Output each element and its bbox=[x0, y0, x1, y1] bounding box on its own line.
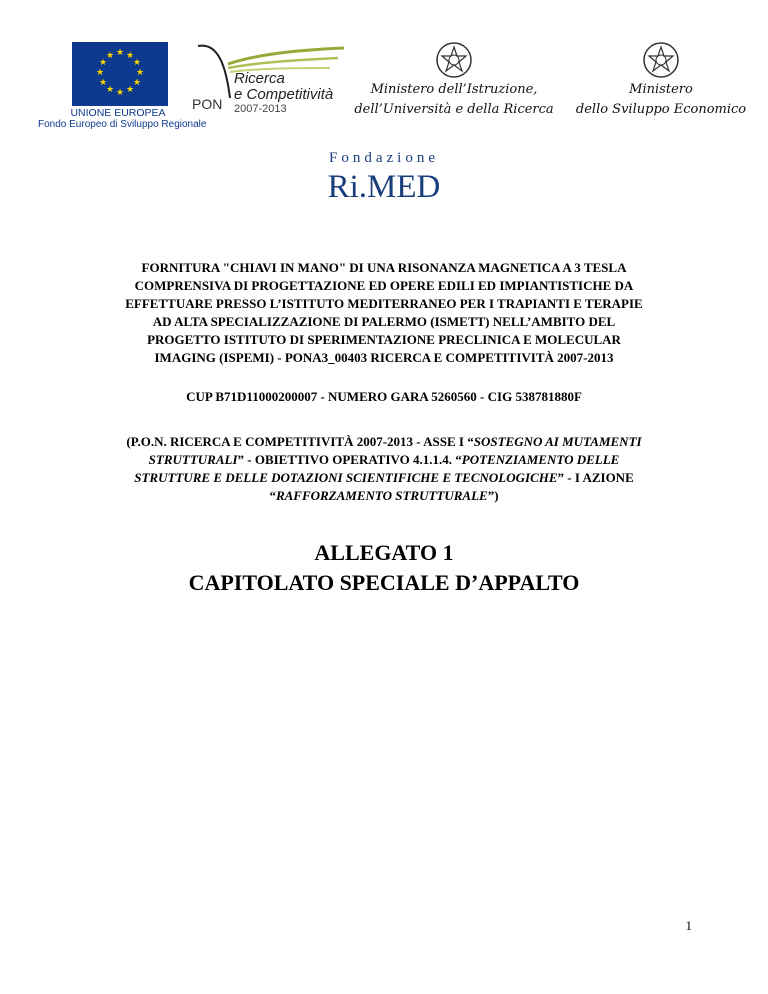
document-title bbox=[60, 259, 708, 367]
title-line: IMAGING (ISPEMI) - PONA3_00403 RICERCA E COMPETITIVITÀ 2007-2013 bbox=[154, 350, 614, 365]
pon-label: PON bbox=[192, 96, 223, 112]
pon-ref-text: “ bbox=[269, 488, 276, 503]
svg-text:★: ★ bbox=[125, 51, 135, 61]
pon-reference bbox=[60, 433, 708, 505]
eu-logo bbox=[38, 40, 207, 130]
svg-text:★: ★ bbox=[95, 68, 105, 78]
pon-ricerca: Ricerca bbox=[234, 70, 285, 87]
pon-ref-line bbox=[60, 469, 708, 487]
pon-competitivita: e Competitività bbox=[234, 86, 334, 103]
cup-line: CUP B71D11000200007 - NUMERO GARA 5260560 - CIG 538781880F bbox=[186, 389, 582, 404]
pon-ref-italic: RAFFORZAMENTO STRUTTURALE bbox=[275, 488, 488, 503]
title-line: COMPRENSIVA DI PROGETTAZIONE ED OPERE EDILI ED IMPIANTISTICHE DA bbox=[134, 278, 634, 293]
svg-text:★: ★ bbox=[105, 85, 115, 95]
eu-label: UNIONE EUROPEA bbox=[70, 107, 166, 119]
pon-ref-text: ” - OBIETTIVO OPERATIVO 4.1.1.4. “ bbox=[237, 452, 462, 467]
svg-text:★: ★ bbox=[135, 68, 145, 78]
pon-ref-line bbox=[60, 451, 708, 469]
miur-line1: Ministero dell’Istruzione, bbox=[370, 82, 538, 97]
page-number: 1 bbox=[685, 918, 692, 933]
allegato-heading bbox=[0, 538, 768, 598]
miur-logo bbox=[348, 40, 560, 126]
svg-text:★: ★ bbox=[115, 48, 125, 58]
pon-ref-text: ”) bbox=[487, 488, 499, 503]
eu-stars-icon bbox=[72, 42, 168, 106]
title-line: PROGETTO ISTITUTO DI SPERIMENTAZIONE PRECLINICA E MOLECULAR bbox=[147, 332, 621, 347]
foundation-logo bbox=[0, 150, 768, 206]
logo-bar bbox=[0, 0, 768, 140]
svg-text:★: ★ bbox=[98, 78, 108, 88]
foundation-label: Fondazione bbox=[329, 150, 439, 166]
allegato-subtitle: CAPITOLATO SPECIALE D’APPALTO bbox=[188, 570, 580, 595]
svg-text:★: ★ bbox=[132, 58, 142, 68]
mise-logo bbox=[574, 40, 748, 126]
title-line: EFFETTUARE PRESSO L’ISTITUTO MEDITERRANEO PER I TRAPIANTI E TERAPIE bbox=[125, 296, 643, 311]
svg-text:★: ★ bbox=[125, 85, 135, 95]
svg-text:★: ★ bbox=[98, 58, 108, 68]
pon-ref-line bbox=[60, 487, 708, 505]
title-line: AD ALTA SPECIALIZZAZIONE DI PALERMO (ISMETT) NELL’AMBITO DEL bbox=[152, 314, 616, 329]
pon-ref-italic: POTENZIAMENTO DELLE bbox=[461, 452, 620, 467]
pon-ref-italic: STRUTTURE E DELLE DOTAZIONI SCIENTIFICHE E TECNOLOGICHE bbox=[134, 470, 558, 485]
mise-line1: Ministero bbox=[629, 82, 693, 97]
eu-fund-label: Fondo Europeo di Sviluppo Regionale bbox=[38, 119, 207, 130]
pon-years: 2007-2013 bbox=[234, 103, 287, 115]
pon-logo bbox=[188, 40, 348, 126]
mise-line2: dello Sviluppo Economico bbox=[575, 102, 747, 117]
foundation-name: Ri.MED bbox=[327, 169, 441, 205]
pon-ref-text: ” - I AZIONE bbox=[557, 470, 634, 485]
italian-emblem-icon bbox=[434, 40, 474, 80]
pon-ref-italic: STRUTTURALI bbox=[148, 452, 238, 467]
allegato-number: ALLEGATO 1 bbox=[314, 540, 454, 565]
svg-text:★: ★ bbox=[115, 88, 125, 98]
svg-text:★: ★ bbox=[105, 51, 115, 61]
italian-emblem-icon bbox=[641, 40, 681, 80]
pon-ref-text: (P.O.N. RICERCA E COMPETITIVITÀ 2007-2013 - ASSE I “ bbox=[126, 434, 474, 449]
pon-ref-italic: SOSTEGNO AI MUTAMENTI bbox=[473, 434, 642, 449]
pon-ref-line bbox=[60, 433, 708, 451]
svg-text:★: ★ bbox=[132, 78, 142, 88]
miur-line2: dell’Università e della Ricerca bbox=[354, 102, 554, 117]
title-line: FORNITURA "CHIAVI IN MANO" DI UNA RISONANZA MAGNETICA A 3 TESLA bbox=[141, 260, 627, 275]
eu-flag-icon bbox=[72, 42, 168, 106]
